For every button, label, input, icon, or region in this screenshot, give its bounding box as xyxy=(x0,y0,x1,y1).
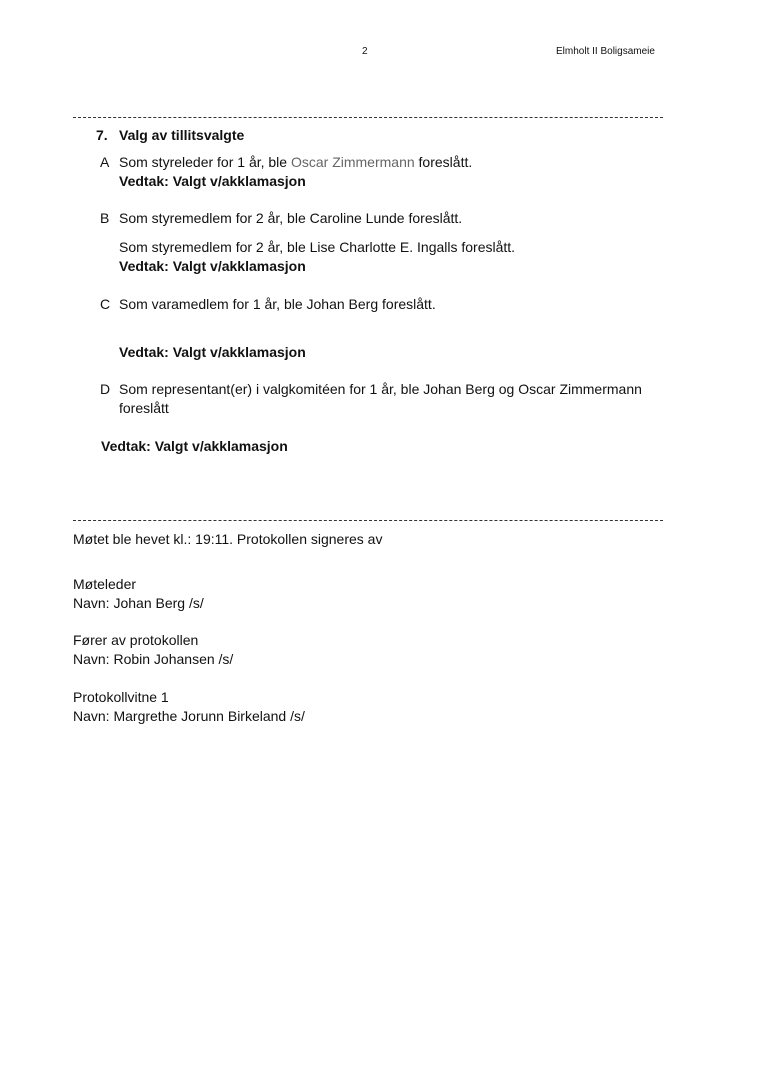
item-d-letter: D xyxy=(100,381,111,397)
item-b-letter: B xyxy=(100,210,110,226)
item-c-letter: C xyxy=(100,296,111,312)
item-a-text-before: Som styreleder for 1 år, ble xyxy=(119,154,291,170)
signature-secretary-name: Navn: Robin Johansen /s/ xyxy=(73,651,234,667)
item-a-text xyxy=(119,154,472,170)
divider-bottom xyxy=(73,520,663,521)
divider-top xyxy=(73,117,663,118)
page-number: 2 xyxy=(362,46,368,57)
item-b-decision: Vedtak: Valgt v/akklamasjon xyxy=(119,258,306,274)
signature-chair-name: Navn: Johan Berg /s/ xyxy=(73,595,204,611)
signature-witness-role: Protokollvitne 1 xyxy=(73,689,169,705)
section-title: Valg av tillitsvalgte xyxy=(119,127,245,143)
final-decision: Vedtak: Valgt v/akklamasjon xyxy=(101,438,288,454)
signature-witness-name: Navn: Margrethe Jorunn Birkeland /s/ xyxy=(73,708,305,724)
signature-chair-role: Møteleder xyxy=(73,576,137,592)
item-b-line2: Som styremedlem for 2 år, ble Lise Charlotte E. Ingalls foreslått. xyxy=(119,239,516,255)
header-org-name: Elmholt II Boligsameie xyxy=(556,46,655,57)
item-a-text-after: foreslått. xyxy=(414,154,473,170)
item-c-line1: Som varamedlem for 1 år, ble Johan Berg foreslått. xyxy=(119,296,436,312)
item-b-line1: Som styremedlem for 2 år, ble Caroline Lunde foreslått. xyxy=(119,210,463,226)
item-a-name: Oscar Zimmermann xyxy=(290,154,415,170)
closing-statement: Møtet ble hevet kl.: 19:11. Protokollen signeres av xyxy=(73,531,383,547)
item-d-line1: Som representant(er) i valgkomitéen for 1 år, ble Johan Berg og Oscar Zimmermann xyxy=(119,381,642,397)
section-number: 7. xyxy=(96,127,108,143)
item-a-letter: A xyxy=(100,154,110,170)
item-c-decision: Vedtak: Valgt v/akklamasjon xyxy=(119,344,306,360)
signature-secretary-role: Fører av protokollen xyxy=(73,632,199,648)
item-a-decision: Vedtak: Valgt v/akklamasjon xyxy=(119,173,306,189)
item-d-line2: foreslått xyxy=(119,400,169,416)
